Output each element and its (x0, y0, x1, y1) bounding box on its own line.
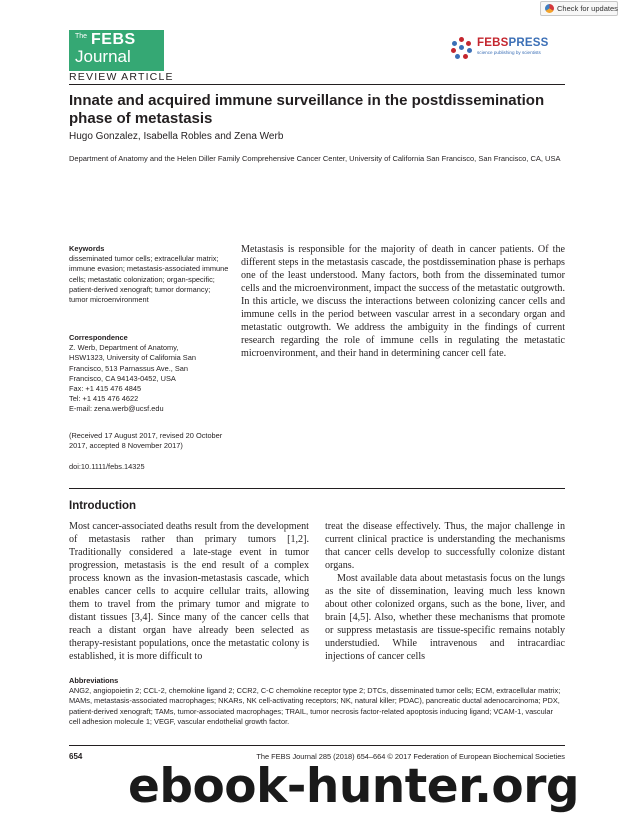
correspondence-heading: Correspondence (69, 333, 128, 342)
section-label: REVIEW ARTICLE (69, 71, 174, 83)
body-paragraph: treat the disease effectively. Thus, the major challenge in current clinical practice is understanding the mechanisms that cancer cells develop to successfully colonize distant organs. (325, 521, 565, 571)
article-authors: Hugo Gonzalez, Isabella Robles and Zena Werb (69, 131, 284, 142)
received-dates: (Received 17 August 2017, revised 20 October 2017, accepted 8 November 2017) (69, 431, 223, 451)
correspondence-line: Francisco, 513 Parnassus Ave., San (69, 363, 189, 373)
footer-citation: The FEBS Journal 285 (2018) 654–664 © 2017 Federation of European Biochemical Societies (256, 752, 565, 761)
febs-press-dots-icon (451, 37, 473, 59)
keywords-list: disseminated tumor cells; extracellular matrix; immune evasion; metastasis-associated immune cells; metastatic colonization; organ-specific; patient-derived xenograft; tumor dormancy; tumor microenvironment (69, 254, 229, 305)
page-number: 654 (69, 752, 83, 761)
febs-journal-logo: The FEBS Journal (69, 30, 164, 71)
keywords-block (69, 244, 229, 305)
check-for-updates-label: Check for updates (557, 4, 618, 13)
abbreviations-block (69, 676, 565, 727)
body-column-right (325, 520, 565, 663)
abbreviations-heading: Abbreviations (69, 676, 119, 685)
section-divider (69, 488, 565, 489)
body-column-left (69, 520, 309, 663)
header-divider (69, 84, 565, 85)
footer-divider (69, 745, 565, 746)
body-paragraph: Most cancer-associated deaths result from the development of metastasis rather than primary tumors [1,2]. Traditionally considered a late-stage event in tumor progression, metastasis is the end result of a complex process known as the invasion-metastasis cascade, which enables cancer cells to acquire cellular traits, allowing them to travel from the primary tumor and migrate to distant tissues [3,4]. Since many of the cancer cells that reach a distant organ have already been selected as therapy-resistant populations, once the metastatic colony is established, it is more difficult to (69, 521, 309, 662)
press-tagline: science publishing by scientists (477, 50, 541, 55)
article-title: Innate and acquired immune surveillance in the postdissemination phase of metastasis (69, 92, 545, 127)
body-paragraph: Most available data about metastasis focus on the lungs as the site of dissemination, leaving much less known about other colonized organs, such as the bone, liver, and brain [4,5]. Also, whether these mechanisms that promote or suppress metastasis are tissue-specific remains notably understudied. While intravenous and intracardiac injections of cancer cells (325, 573, 565, 662)
crossmark-icon (545, 4, 554, 13)
febs-press-logo: FEBSPRESS science publishing by scientists (451, 37, 566, 63)
correspondence-line: Francisco, CA 94143-0452, USA (69, 373, 176, 383)
keywords-heading: Keywords (69, 244, 105, 253)
email-link[interactable]: E-mail: zena.werb@ucsf.edu (69, 404, 164, 414)
correspondence-block (69, 333, 229, 415)
doi-link[interactable]: doi:10.1111/febs.14325 (69, 462, 145, 471)
fax-line: Fax: +1 415 476 4845 (69, 384, 142, 394)
correspondence-line: Z. Werb, Department of Anatomy, (69, 343, 179, 353)
watermark-banner: ebook-hunter.org (128, 759, 580, 814)
abbreviations-text: ANG2, angiopoietin 2; CCL-2, chemokine ligand 2; CCR2, C-C chemokine receptor type 2; DTCs, disseminated tumor cells; ECM, extracellular matrix; MAMs, metastasis-associated macrophages; NKARs, NK cell-activating receptors; NK, natural killer; PDAC), pancreatic ductal adenocarcinoma; PDX, patient-derived xenograft; TAMs, tumor-associated macrophages; TRAIL, tumor necrosis factor-related apoptosis inducing ligand; VCAM-1, vascular cell adhesion molecule 1; VEGF, vascular endothelial growth factor. (69, 686, 561, 726)
check-for-updates-button[interactable] (540, 1, 618, 16)
abstract: Metastasis is responsible for the majority of death in cancer patients. Of the different steps in the metastasis cascade, the postdissemination phase is perhaps one of the least understood. Many factors, both from the disseminated tumor cells and the microenvironment, impact the success of the metastatic outgrowth. In this article, we discuss the interactions between colonizing cancer cells and immune cells in the period between vascular arrest in a secondary organ and metastatic outgrowth. We address the ambiguity in the findings of current research regarding the role of immune cells in regulating the metastatic microenvironment, and their hand in determining cancer cell fate. (241, 244, 565, 359)
correspondence-line: HSW1323, University of California San (69, 353, 196, 363)
article-affiliation: Department of Anatomy and the Helen Diller Family Comprehensive Cancer Center, University of California San Francisco, San Francisco, CA, USA (69, 154, 561, 163)
introduction-heading: Introduction (69, 500, 137, 512)
tel-line: Tel: +1 415 476 4622 (69, 394, 139, 404)
